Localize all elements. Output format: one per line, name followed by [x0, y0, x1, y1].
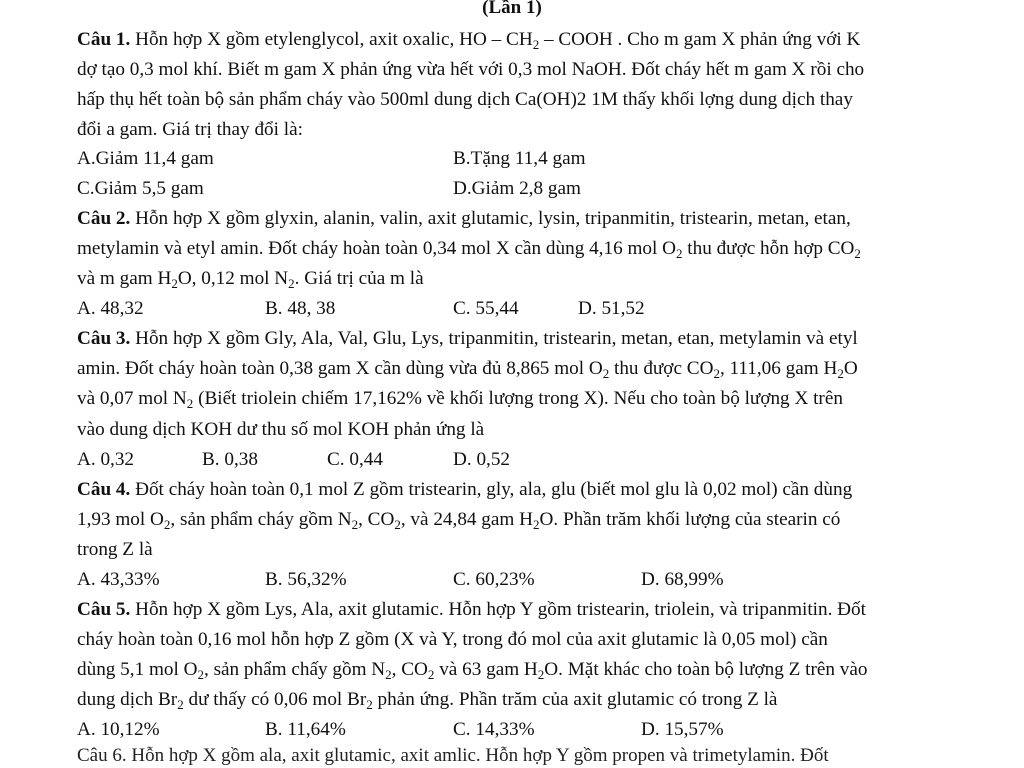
q1-option-b: B.Tặng 11,4 gam	[453, 148, 586, 169]
q4-line-1: Câu 4. Đốt cháy hoàn toàn 0,1 mol Z gồm tristearin, gly, ala, glu (biết mol glu là 0,02 mol) cần dùng	[77, 479, 853, 500]
q5-line-2: cháy hoàn toàn 0,16 mol hỗn hợp Z gồm (X và Y, trong đó mol của axit glutamic là 0,05 mol) cần	[77, 629, 828, 650]
q3-line-3: và 0,07 mol $N_2$ (Biết triolein chiếm 17,162% về khối lượng trong X). Nếu cho toàn bộ lượng X trên	[77, 388, 843, 411]
q3-line-1: Câu 3. Hỗn hợp X gồm Gly, Ala, Val, Glu, Lys, tripanmitin, tristearin, metan, etan, metylamin và etyl	[77, 328, 858, 349]
q5-option-a: A. 10,12%	[77, 719, 160, 740]
q1-option-c: C.Giảm 5,5 gam	[77, 178, 204, 199]
q4-option-b: B. 56,32%	[265, 569, 347, 590]
q4-option-d: D. 68,99%	[641, 569, 724, 590]
q2-option-c: C. 55,44	[453, 298, 519, 319]
q1-line-2: dợ tạo 0,3 mol khí. Biết m gam X phản ứng vừa hết với 0,3 mol NaOH. Đốt cháy hết m gam X rồi cho	[77, 59, 865, 80]
q1-option-d: D.Giảm 2,8 gam	[453, 178, 581, 199]
q3-option-b: B. 0,38	[202, 449, 258, 470]
q2-line-2: metylamin và etyl amin. Đốt cháy hoàn toàn 0,34 mol X cần dùng 4,16 mol $O_2$ thu được hỗn hợp $CO_2$	[77, 238, 861, 261]
q5-option-b: B. 11,64%	[265, 719, 346, 740]
q4-label: Câu 4.	[77, 479, 131, 500]
q5-line-3: dùng 5,1 mol $O_2$, sản phẩm chấy gồm $N_2$, $CO_2$ và 63 gam $H_2O$. Mặt khác cho toàn bộ lượng Z trên vào	[77, 659, 868, 682]
q3-option-c: C. 0,44	[327, 449, 383, 470]
q5-label: Câu 5.	[77, 599, 131, 620]
q1-line-4: đổi a gam. Giá trị thay đổi là:	[77, 119, 303, 140]
q2-line-3: và m gam $H_2O$, 0,12 mol $N_2$. Giá trị của m là	[77, 268, 424, 291]
q3-option-a: A. 0,32	[77, 449, 135, 470]
q2-option-a: A. 48,32	[77, 298, 144, 319]
q1-label: Câu 1.	[77, 29, 131, 50]
q2-line-1: Câu 2. Hỗn hợp X gồm glyxin, alanin, valin, axit glutamic, lysin, tripanmitin, tristearin, metan, etan,	[77, 208, 851, 229]
q5-option-c: C. 14,33%	[453, 719, 535, 740]
q2-label: Câu 2.	[77, 208, 131, 229]
q5-option-d: D. 15,57%	[641, 719, 724, 740]
q3-line-2: amin. Đốt cháy hoàn toàn 0,38 gam X cần dùng vừa đủ 8,865 mol $O_2$ thu được $CO_2$, 111,06 gam $H_2O$	[77, 358, 858, 381]
q6-cut-off-line: Câu 6. Hỗn hợp X gồm ala, axit glutamic, axit amlic. Hỗn hợp Y gồm propen và trimetylamin. Đốt	[77, 745, 829, 766]
q3-label: Câu 3.	[77, 328, 131, 349]
q2-option-d: D. 51,52	[578, 298, 645, 319]
q1-line-3: hấp thụ hết toàn bộ sản phẩm cháy vào 500ml dung dịch Ca(OH)2 1M thấy khối lợng dung dịch thay	[77, 89, 853, 110]
q5-line-4: dung dịch $Br_2$ dư thấy có 0,06 mol $Br_2$ phản ứng. Phần trăm của axit glutamic có trong Z là	[77, 689, 778, 712]
q3-line-4: vào dung dịch KOH dư thu số mol KOH phản ứng là	[77, 419, 485, 440]
page-title: (Lần 1)	[482, 0, 542, 18]
q4-option-a: A. 43,33%	[77, 569, 160, 590]
q4-line-2: 1,93 mol $O_2$, sản phẩm cháy gồm $N_2$, $CO_2$, và 24,84 gam $H_2O$. Phần trăm khối lượng của stearin có	[77, 509, 841, 532]
q2-option-b: B. 48, 38	[265, 298, 336, 319]
q4-line-3: trong Z là	[77, 539, 153, 560]
q4-option-c: C. 60,23%	[453, 569, 535, 590]
q5-line-1: Câu 5. Hỗn hợp X gồm Lys, Ala, axit glutamic. Hỗn hợp Y gồm tristearin, triolein, và tripanmitin. Đốt	[77, 599, 866, 620]
q1-option-a: A.Giảm 11,4 gam	[77, 148, 214, 169]
q1-line-1: Câu 1. Hỗn hợp X gồm etylenglycol, axit oxalic, HO – $CH_2$ – COOH . Cho m gam X phản ứng với K	[77, 29, 861, 52]
q3-option-d: D. 0,52	[453, 449, 511, 470]
